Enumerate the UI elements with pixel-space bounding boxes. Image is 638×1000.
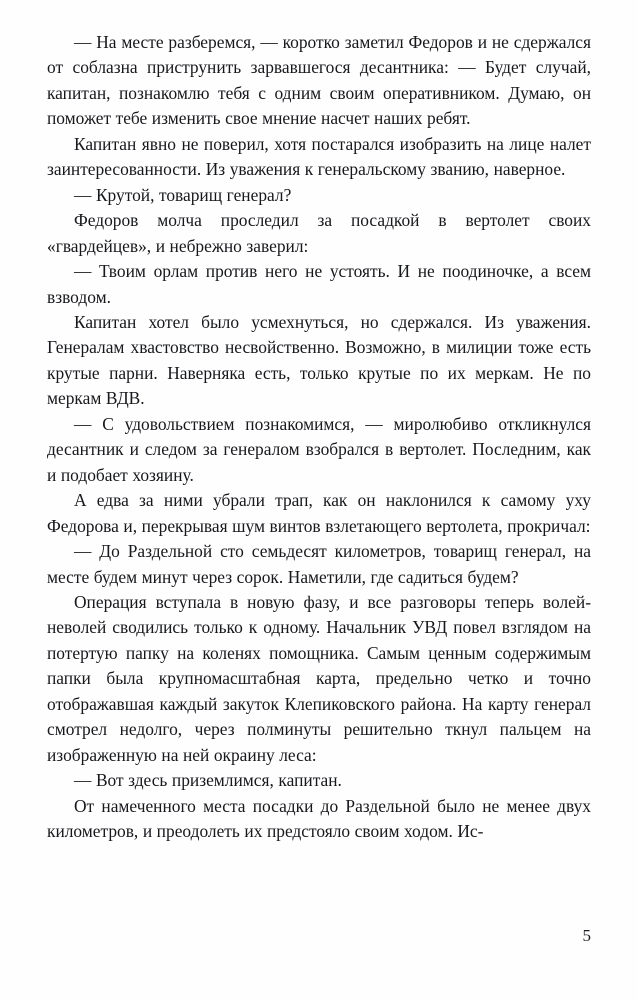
paragraph: — До Раздельной сто семьдесят километров, товарищ генерал, на месте будем минут через сорок. Наметили, где садиться будем? [47,541,591,587]
paragraph: — С удовольствием познакомимся, — миролюбиво откликнулся десантник и следом за генералом взобрался в вертолет. Последним, как и подобает хозяину. [47,413,591,485]
paragraph: Федоров молча проследил за посадкой в вертолет своих «гвардейцев», и небрежно заверил: [47,210,591,256]
paragraph: От намеченного места посадки до Раздельной было не менее двух километров, и преодолеть их предстояло своим ходом. Ис- [47,795,591,842]
paragraph: — На месте разберемся, — коротко заметил Федоров и не сдержался от соблазна приструнить зарвавшегося десантника: — Будет случай, капитан, познакомлю тебя с одним своим оперативником. Думаю, он поможет тебе изменить свое мнение насчет наших ребят. [47,32,591,129]
paragraph: Капитан хотел было усмехнуться, но сдержался. Из уважения. Генералам хвастовство несвойственно. Возможно, в милиции тоже есть крутые парни. Наверняка есть, только крутые по их меркам. Не по меркам ВДВ. [47,311,591,409]
page-text-block [47,30,591,845]
paragraph: А едва за ними убрали трап, как он наклонился к самому уху Федорова и, перекрывая шум винтов взлетающего вертолета, прокричал: [47,490,591,536]
paragraph: Операция вступала в новую фазу, и все разговоры теперь волей-неволей сводились только к одному. Начальник УВД повел взглядом на потертую папку на коленях помощника. Самым ценным содержимым папки была крупномасштабная карта, предельно четко и точно отображавшая каждый закуток Клепиковского района. На карту генерал смотрел недолго, через полминуты решительно ткнул пальцем на изображенную на ней окраину леса: [47,591,591,765]
page-number: 5 [582,926,591,945]
paragraph: — Крутой, товарищ генерал? [74,184,292,205]
paragraph: Капитан явно не поверил, хотя постарался изобразить на лице налет заинтересованности. Из уважения к генеральскому званию, наверное. [47,133,591,180]
paragraph: — Вот здесь приземлимся, капитан. [74,770,342,791]
paragraph: — Твоим орлам против него не устоять. И не поодиночке, а всем взводом. [47,261,591,307]
